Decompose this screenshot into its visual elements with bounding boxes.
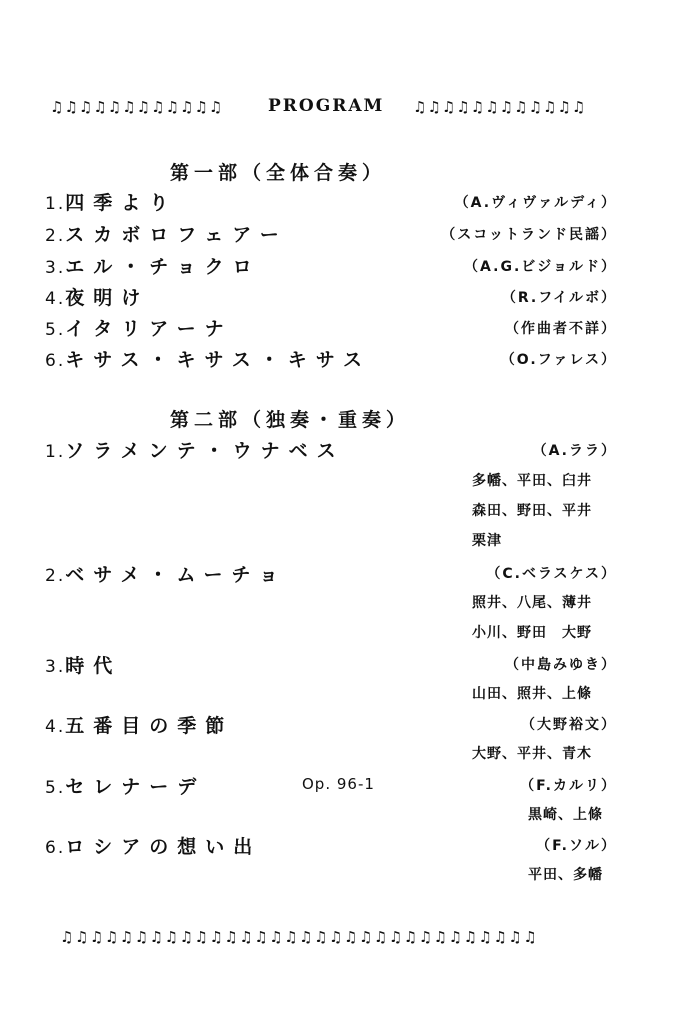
performers-line: 平田、多幡 [528,867,603,883]
item-title: ソラメンテ・ウナベス [65,440,345,462]
part1-item-4 [45,283,149,310]
performers-line: 多幡、平田、臼井 [472,473,592,489]
part2-composer-1: （A.ララ） [532,443,617,459]
item-number: 4. [45,717,66,737]
part1-composer-6: （O.ファレス） [500,352,617,368]
part1-item-2 [45,220,288,247]
item-number: 1. [45,194,66,214]
part2-composer-6: （F.ソル） [536,838,617,854]
item-number: 3. [45,657,66,677]
item-number: 2. [45,566,66,586]
item-number: 5. [45,320,66,340]
item-number: 6. [45,351,66,371]
performers-line: 黒崎、上條 [528,807,603,823]
part1-item-3 [45,252,261,279]
performers-line: 照井、八尾、薄井 [472,595,592,611]
header-notes-left: ♫♫♫♫♫♫♫♫♫♫♫♫ [50,98,224,116]
item-number: 6. [45,838,66,858]
part2-item-2 [45,560,287,587]
header-notes-right: ♫♫♫♫♫♫♫♫♫♫♫♫ [413,98,587,116]
footer-notes: ♫♫♫♫♫♫♫♫♫♫♫♫♫♫♫♫♫♫♫♫♫♫♫♫♫♫♫♫♫♫♫♫ [60,928,539,946]
part1-composer-4: （R.フイルボ） [501,290,617,306]
item-title: エル・チョクロ [65,256,261,278]
part1-composer-2: （スコットランド民謡） [441,227,617,243]
item-title: 四季より [65,192,178,214]
item-title: 夜明け [65,287,150,309]
item-title: ベサメ・ムーチョ [65,564,287,586]
part2-item-6 [45,832,261,859]
part2-composer-5: （F.カルリ） [520,778,617,794]
part2-heading: 第二部（独奏・重奏） [170,409,411,431]
part1-item-1 [45,188,177,215]
program-title: PROGRAM [268,96,385,116]
item-title: キサス・キサス・キサス [65,349,371,371]
item-title: 五番目の季節 [65,715,234,737]
performers-line: 森田、野田、平井 [472,503,592,519]
part2-item-4 [45,711,233,738]
part1-heading: 第一部（全体合奏） [170,162,387,184]
performers-line: 小川、野田 大野 [472,625,592,641]
item-title: ロシアの想い出 [65,836,262,858]
part1-composer-3: （A.G.ビジョルド） [464,259,617,275]
part2-composer-4: （大野裕文） [521,717,617,733]
part2-item-3 [45,651,121,678]
performers-line: 栗津 [472,533,502,549]
part1-composer-5: （作曲者不詳） [505,321,617,337]
item-title: スカボロフェアー [65,224,288,246]
part2-composer-3: （中島みゆき） [505,657,617,673]
item-title: イタリアーナ [65,318,233,340]
performers-line: 山田、照井、上條 [472,686,592,702]
opus-number: Op. 96-1 [302,775,375,793]
part2-item-1 [45,436,345,463]
item-number: 5. [45,778,66,798]
performers-line: 大野、平井、青木 [472,746,592,762]
item-number: 4. [45,289,66,309]
part2-item-5 [45,772,205,799]
item-title: 時代 [65,655,122,677]
part2-composer-2: （C.ベラスケス） [486,566,617,582]
item-number: 2. [45,226,66,246]
part1-item-5 [45,314,233,341]
item-title: セレナーデ [65,776,206,798]
part1-item-6 [45,345,371,372]
item-number: 3. [45,258,66,278]
part1-composer-1: （A.ヴィヴァルディ） [454,195,617,211]
item-number: 1. [45,442,66,462]
